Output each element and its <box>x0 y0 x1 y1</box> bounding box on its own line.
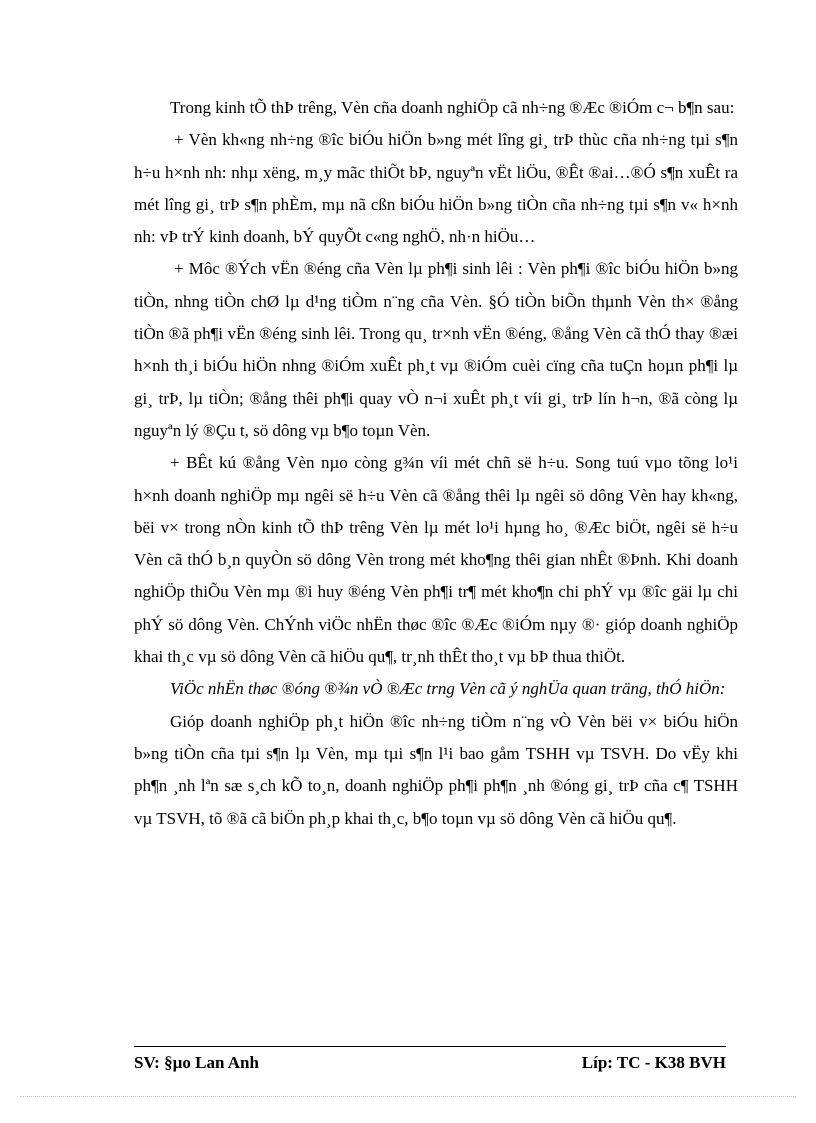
footer-student: SV: §µo Lan Anh <box>134 1053 259 1072</box>
footer-class: Líp: TC - K38 BVH <box>581 1053 726 1072</box>
paragraph-point-2: + Môc ®Ých vËn ®éng cña Vèn lµ ph¶i sinh lêi : Vèn ph¶i ®îc biÓu hiÖn b»ng tiÒn, nhng tiÒn chØ lµ d¹ng tiÒm n¨ng cña Vèn. §Ó tiÒn biÕn thµnh Vèn th× ®ång tiÒn ®ã ph¶i vËn ®éng sinh lêi. Trong qu¸ tr×nh vËn ®éng, ®ång Vèn cã thÓ thay ®æi h×nh th¸i biÓu hiÖn nhng ®iÓm xuÊt ph¸t vµ ®iÓm cuèi cïng cña tuÇn hoµn ph¶i lµ gi¸ trÞ, lµ tiÒn; ®ång thêi ph¶i quay vÒ n¬i xuÊt ph¸t víi gi¸ trÞ lín h¬n, ®ã còng lµ nguyªn lý ®Çu t, sö dông vµ b¶o toµn Vèn. <box>134 259 738 440</box>
paragraph-point-3: + BÊt kú ®ång Vèn nµo còng g¾n víi mét chñ së h÷u. Song tuú vµo tõng lo¹i h×nh doanh nghiÖp mµ ngêi së h÷u Vèn cã ®ång thêi lµ ngêi sö dông Vèn hay kh«ng, bëi v× trong nÒn kinh tÕ thÞ trêng Vèn lµ mét lo¹i hµng ho¸ ®Æc biÖt, ngêi së h÷u Vèn cã thÓ b¸n quyÒn sö dông Vèn trong mét kho¶ng thêi gian nhÊt ®Þnh. Khi doanh nghiÖp thiÕu Vèn mµ ®i huy ®éng Vèn ph¶i tr¶ mét kho¶n chi phÝ vµ ®îc gäi lµ chi phÝ sö dông Vèn. ChÝnh viÖc nhËn thøc ®îc ®Æc ®iÓm nµy ®· gióp doanh nghiÖp khai th¸c vµ sö dông Vèn cã hiÖu qu¶, tr¸nh thÊt tho¸t vµ bÞ thua thiÖt. <box>134 453 738 667</box>
page-edge-line <box>20 1096 796 1097</box>
paragraph-intro: Trong kinh tÕ thÞ trêng, Vèn cña doanh nghiÖp cã nh÷ng ®Æc ®iÓm c¬ b¶n sau: <box>170 98 735 117</box>
paragraph-significance-heading: ViÖc nhËn thøc ®óng ®¾n vÒ ®Æc trng Vèn cã ý nghÜa quan träng, thÓ hiÖn: <box>170 679 726 699</box>
body-text <box>134 92 738 835</box>
paragraph-significance-body: Gióp doanh nghiÖp ph¸t hiÖn ®îc nh÷ng tiÒm n¨ng vÒ Vèn bëi v× biÓu hiÖn b»ng tiÒn cña tµi s¶n lµ Vèn, mµ tµi s¶n l¹i bao gåm TSHH vµ TSVH. Do vËy khi ph¶n ¸nh lªn sæ s¸ch kÕ to¸n, doanh nghiÖp ph¶i ph¶n ¸nh ®óng gi¸ trÞ cña c¶ TSHH vµ TSVH, tõ ®ã cã biÖn ph¸p khai th¸c, b¶o toµn vµ sö dông Vèn cã hiÖu qu¶. <box>134 711 738 828</box>
paragraph-point-1: + Vèn kh«ng nh÷ng ®îc biÓu hiÖn b»ng mét lîng gi¸ trÞ thùc cña nh÷ng tµi s¶n h÷u h×nh nh: nhµ xëng, m¸y mãc thiÕt bÞ, nguyªn vËt liÖu, ®Êt ®ai…®Ó s¶n xuÊt ra mét lîng gi¸ trÞ s¶n phÈm, mµ nã cßn biÓu hiÖn b»ng tiÒn cña nh÷ng tµi s¶n v« h×nh nh: vÞ trÝ kinh doanh, bÝ quyÕt c«ng nghÖ, nh·n hiÖu… <box>134 130 738 247</box>
footer-divider <box>134 1046 726 1047</box>
